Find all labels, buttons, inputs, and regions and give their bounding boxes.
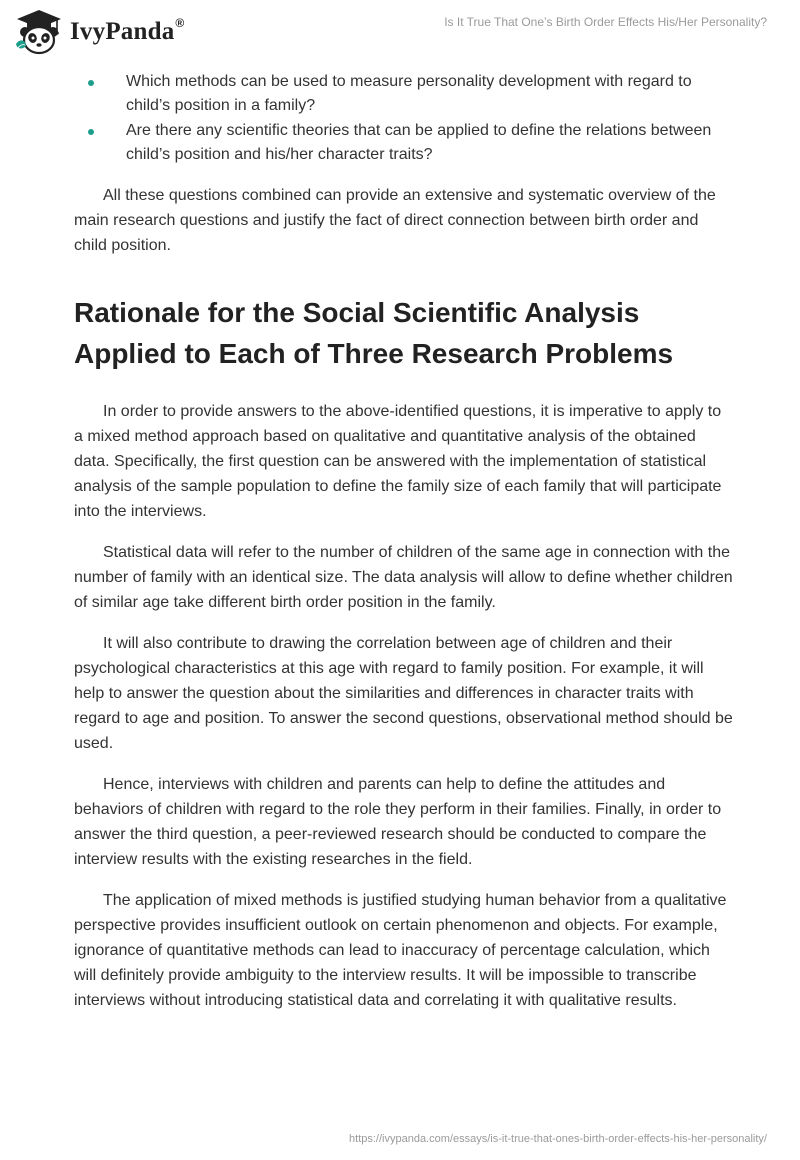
panda-icon <box>14 8 64 56</box>
registered-mark: ® <box>175 16 185 30</box>
list-item <box>74 119 734 167</box>
paragraph: Hence, interviews with children and parents can help to define the attitudes and behaviors of children with regard to the role they perform in their families. Finally, in order to answer the third question, a peer-reviewed research should be conducted to compare the interview results with the existing researches in the field. <box>74 776 722 868</box>
ivypanda-logo[interactable] <box>14 8 184 56</box>
section-heading: Rationale for the Social Scientific Analysis Applied to Each of Three Research Problems <box>74 297 674 369</box>
page-header <box>0 0 800 66</box>
logo-name: IvyPanda <box>70 18 175 45</box>
list-item <box>74 70 734 118</box>
paragraph: Statistical data will refer to the number of children of the same age in connection with the number of family with an identical size. The data analysis will allow to define whether children of similar age take different birth order position in the family. <box>74 544 733 611</box>
document-title: Is It True That One’s Birth Order Effects His/Her Personality? <box>444 15 767 29</box>
paragraph: In order to provide answers to the above-identified questions, it is imperative to apply to a mixed method approach based on qualitative and quantitative analysis of the obtained data. Specifically, the first question can be answered with the implementation of statistical analysis of the sample population to define the family size of each family that will participate into the interviews. <box>74 403 722 520</box>
list-item-text: Which methods can be used to measure personality development with regard to child’s position in a family? <box>126 73 692 114</box>
essay-content <box>74 70 734 1013</box>
intro-paragraph: All these questions combined can provide an extensive and systematic overview of the main research questions and justify the fact of direct connection between birth order and child position. <box>74 187 716 254</box>
bullet-icon <box>88 129 94 135</box>
source-url[interactable]: https://ivypanda.com/essays/is-it-true-that-ones-birth-order-effects-his-her-personality/ <box>349 1133 767 1145</box>
paragraph: The application of mixed methods is justified studying human behavior from a qualitative perspective provides insufficient outlook on certain phenomenon and objects. For example, ignorance of quantitative methods can lead to inaccuracy of percentage calculation, which will definitely provide ambiguity to the interview results. It will be impossible to transcribe interviews without introducing statistical data and correlating it with qualitative results. <box>74 892 727 1009</box>
bullet-icon <box>88 80 94 86</box>
logo-wordmark <box>70 18 184 46</box>
list-item-text: Are there any scientific theories that can be applied to define the relations between child’s position and his/her character traits? <box>126 122 712 163</box>
paragraph: It will also contribute to drawing the correlation between age of children and their psychological characteristics at this age with regard to family position. For example, it will help to answer the question about the similarities and differences in character traits with regard to age and position. To answer the second questions, observational method should be used. <box>74 635 733 752</box>
research-questions-list <box>74 70 734 167</box>
